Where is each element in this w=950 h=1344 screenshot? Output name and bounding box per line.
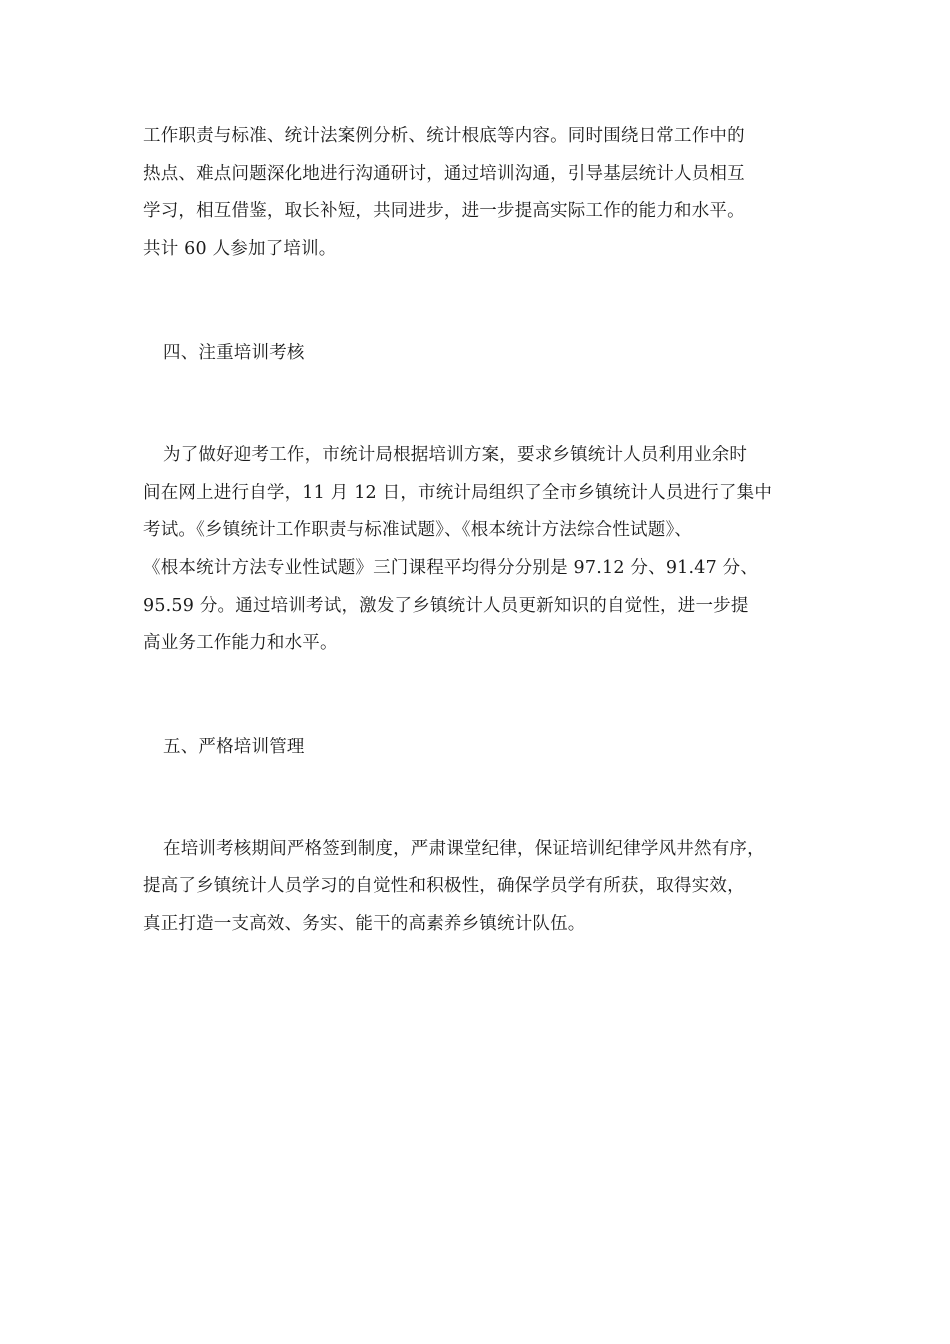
paragraph-line: 为了做好迎考工作，市统计局根据培训方案，要求乡镇统计人员利用业余时 (163, 445, 748, 465)
paragraph-line: 考试。《乡镇统计工作职责与标准试题》、《根本统计方法综合性试题》、 (143, 520, 693, 540)
paragraph-line: 间在网上进行自学，11 月 12 日，市统计局组织了全市乡镇统计人员进行了集中 (143, 483, 773, 503)
paragraph-line: 学习，相互借鉴，取长补短，共同进步，进一步提高实际工作的能力和水平。 (143, 201, 745, 221)
paragraph-line: 高业务工作能力和水平。 (143, 633, 338, 653)
paragraph-line: 共计 60 人参加了培训。 (143, 239, 337, 259)
paragraph-line: 提高了乡镇统计人员学习的自觉性和积极性，确保学员学有所获，取得实效， (143, 876, 745, 896)
section-heading-5: 五、严格培训管理 (163, 737, 305, 757)
paragraph-line: 工作职责与标准、统计法案例分析、统计根底等内容。同时围绕日常工作中的 (143, 126, 745, 146)
paragraph-line: 真正打造一支高效、务实、能干的高素养乡镇统计队伍。 (143, 914, 586, 934)
paragraph-line: 在培训考核期间严格签到制度，严肃课堂纪律，保证培训纪律学风井然有序， (163, 839, 765, 859)
paragraph-line: 95.59 分。通过培训考试，激发了乡镇统计人员更新知识的自觉性，进一步提 (143, 596, 749, 616)
paragraph-line: 热点、难点问题深化地进行沟通研讨，通过培训沟通，引导基层统计人员相互 (143, 164, 745, 184)
section-heading-4: 四、注重培训考核 (163, 343, 305, 363)
paragraph-line: 《根本统计方法专业性试题》三门课程平均得分分别是 97.12 分、91.47 分、 (143, 558, 759, 578)
